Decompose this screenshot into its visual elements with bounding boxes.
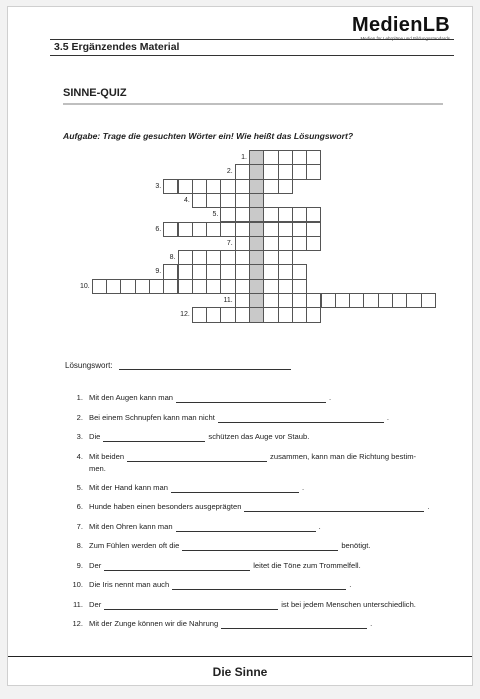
question-text-before: Die [89, 432, 101, 441]
crossword-cell[interactable] [135, 279, 150, 294]
crossword-row-number: 1. [241, 154, 247, 161]
crossword-cell[interactable] [163, 222, 178, 237]
crossword-cell[interactable] [263, 179, 278, 194]
crossword-cell[interactable] [220, 307, 235, 322]
question-item [63, 432, 309, 442]
crossword-cell[interactable] [263, 207, 278, 222]
crossword-cell[interactable] [163, 179, 178, 194]
crossword-cell[interactable] [192, 279, 207, 294]
question-text-before: Mit den Ohren kann man [89, 521, 173, 531]
question-text-after: . [318, 521, 321, 531]
question-text-before: Mit den Augen kann man [89, 393, 174, 402]
answer-blank[interactable] [127, 452, 267, 462]
question-text-before: Zum Fühlen werden oft die [89, 541, 180, 550]
crossword-cell[interactable] [178, 264, 193, 279]
answer-blank[interactable] [176, 393, 326, 403]
question-text-after: . [386, 412, 389, 422]
crossword-cell[interactable] [263, 222, 278, 237]
crossword-solution-cell[interactable] [249, 250, 264, 265]
crossword-solution-cell[interactable] [249, 179, 264, 194]
crossword-cell[interactable] [220, 207, 235, 222]
crossword-cell[interactable] [206, 307, 221, 322]
crossword-cell[interactable] [278, 164, 293, 179]
question-number: 3. [76, 432, 83, 441]
crossword-cell[interactable] [178, 179, 193, 194]
crossword-cell[interactable] [206, 264, 221, 279]
question-text-after: . [349, 580, 352, 589]
crossword-cell[interactable] [235, 207, 250, 222]
crossword-cell[interactable] [306, 222, 321, 237]
crossword-cell[interactable] [321, 293, 336, 308]
crossword-cell[interactable] [278, 179, 293, 194]
question-text-before: Hunde haben einen besonders ausgeprägten [89, 502, 242, 511]
answer-blank[interactable] [218, 413, 384, 423]
crossword-solution-cell[interactable] [249, 293, 264, 308]
crossword-cell[interactable] [192, 307, 207, 322]
crossword-solution-cell[interactable] [249, 193, 264, 208]
crossword-cell[interactable] [235, 293, 250, 308]
question-number: 11. [73, 599, 83, 609]
question-text-before: Mit beiden [89, 451, 125, 461]
solution-label: Lösungswort: [65, 361, 113, 370]
question-text-before: Die Iris nennt man auch [89, 580, 170, 589]
crossword-cell[interactable] [192, 222, 207, 237]
crossword-cell[interactable] [235, 164, 250, 179]
crossword-row-number: 6. [155, 225, 162, 233]
question-number: 4. [76, 451, 83, 461]
crossword-cell[interactable] [263, 293, 278, 308]
question-item [63, 452, 416, 462]
crossword-cell[interactable] [292, 222, 307, 237]
crossword-cell[interactable] [92, 279, 107, 294]
crossword-cell[interactable] [206, 222, 221, 237]
question-text-after: . [329, 393, 332, 402]
question-number: 9. [76, 560, 83, 570]
question-text-after: zusammen, kann man die Richtung bestim- [270, 451, 417, 461]
crossword-solution-cell[interactable] [249, 150, 264, 165]
crossword-cell[interactable] [206, 193, 221, 208]
question-number: 1. [76, 393, 83, 402]
crossword-cell[interactable] [421, 293, 436, 308]
crossword-cell[interactable] [206, 250, 221, 265]
crossword-cell[interactable] [163, 264, 178, 279]
crossword-row-number: 12. [180, 311, 190, 319]
answer-blank[interactable] [104, 600, 278, 610]
crossword-cell[interactable] [263, 150, 278, 165]
question-number: 7. [76, 521, 83, 531]
crossword-solution-cell[interactable] [249, 264, 264, 279]
answer-blank[interactable] [172, 580, 346, 590]
crossword-cell[interactable] [306, 207, 321, 222]
answer-blank[interactable] [244, 502, 424, 512]
question-item [63, 502, 430, 512]
crossword-cell[interactable] [292, 236, 307, 251]
brand-logo [352, 15, 450, 42]
crossword-cell[interactable] [292, 307, 307, 322]
worksheet-page [7, 6, 473, 686]
crossword-cell[interactable] [120, 279, 135, 294]
crossword-cell[interactable] [335, 293, 350, 308]
crossword-cell[interactable] [263, 164, 278, 179]
crossword-cell[interactable] [235, 264, 250, 279]
crossword-cell[interactable] [278, 250, 293, 265]
question-text-before: Mit der Zunge können wir die Nahrung [89, 619, 219, 628]
crossword-row-number: 9. [155, 268, 162, 276]
crossword-cell[interactable] [192, 250, 207, 265]
page-footer: Die Sinne [8, 656, 472, 685]
crossword-cell[interactable] [220, 222, 235, 237]
crossword-cell[interactable] [406, 293, 421, 308]
crossword-solution-cell[interactable] [249, 307, 264, 322]
question-item [63, 600, 416, 610]
crossword-cell[interactable] [278, 307, 293, 322]
crossword-cell[interactable] [306, 293, 321, 308]
question-text-before: Der [89, 599, 102, 609]
crossword-cell[interactable] [178, 250, 193, 265]
section-heading: 3.5 Ergänzendes Material [50, 39, 454, 56]
crossword-row-number: 3. [155, 182, 162, 190]
question-item [63, 413, 389, 423]
crossword-solution-cell[interactable] [249, 222, 264, 237]
crossword-cell[interactable] [220, 264, 235, 279]
crossword-cell[interactable] [278, 222, 293, 237]
question-number: 2. [76, 412, 83, 422]
crossword-cell[interactable] [235, 250, 250, 265]
crossword-cell[interactable] [292, 264, 307, 279]
title-divider [63, 103, 443, 105]
question-number: 12. [72, 619, 83, 628]
question-number: 8. [76, 541, 83, 550]
question-continuation: men. [89, 463, 106, 473]
question-number: 6. [76, 502, 83, 511]
question-text-after: schützen das Auge vor Staub. [208, 432, 310, 441]
crossword-row-number: 2. [226, 168, 233, 176]
solution-line [65, 360, 291, 370]
crossword-cell[interactable] [178, 222, 193, 237]
crossword-row-number: 11. [223, 297, 233, 304]
crossword-row-number: 4. [183, 196, 190, 204]
question-item [63, 619, 372, 629]
crossword-cell[interactable] [220, 179, 235, 194]
question-item [63, 561, 361, 571]
crossword-cell[interactable] [306, 236, 321, 251]
brand-name: MedienLB [352, 14, 450, 36]
crossword-solution-cell[interactable] [249, 207, 264, 222]
crossword-cell[interactable] [278, 207, 293, 222]
crossword-cell[interactable] [263, 250, 278, 265]
crossword-cell[interactable] [263, 236, 278, 251]
crossword-cell[interactable] [235, 179, 250, 194]
crossword-cell[interactable] [263, 279, 278, 294]
crossword-row-number: 8. [169, 254, 176, 262]
task-instruction: Aufgabe: Trage die gesuchten Wörter ein! Wie heißt das Lösungswort? [63, 131, 354, 141]
question-text-after: benötigt. [341, 541, 371, 550]
answer-blank[interactable] [182, 541, 338, 551]
crossword-cell[interactable] [235, 279, 250, 294]
answer-blank[interactable] [103, 432, 205, 442]
crossword-cell[interactable] [292, 293, 307, 308]
crossword-cell[interactable] [220, 279, 235, 294]
crossword-cell[interactable] [278, 150, 293, 165]
crossword-cell[interactable] [378, 293, 393, 308]
question-text-before: Bei einem Schnupfen kann man nicht [89, 412, 215, 422]
crossword-cell[interactable] [220, 193, 235, 208]
crossword-cell[interactable] [292, 279, 307, 294]
crossword-cell[interactable] [163, 279, 178, 294]
quiz-title: SINNE-QUIZ [63, 87, 127, 99]
question-item [63, 522, 321, 532]
crossword-cell[interactable] [206, 179, 221, 194]
question-text-after: leitet die Töne zum Trommelfell. [253, 560, 361, 570]
crossword-cell[interactable] [292, 164, 307, 179]
crossword-cell[interactable] [306, 307, 321, 322]
question-text-after: . [427, 502, 430, 511]
question-text-after: ist bei jedem Menschen unterschiedlich. [281, 599, 416, 609]
question-item [63, 580, 351, 590]
brand-tagline: Medien für Lehrpläne und Bildungsstandards [360, 36, 450, 41]
question-text-before: Der [89, 560, 102, 570]
crossword-cell[interactable] [363, 293, 378, 308]
question-number: 10. [72, 580, 83, 589]
answer-blank[interactable] [221, 619, 367, 629]
crossword-cell[interactable] [192, 264, 207, 279]
question-item [63, 541, 370, 551]
crossword-cell[interactable] [278, 264, 293, 279]
crossword-cell[interactable] [192, 193, 207, 208]
crossword-cell[interactable] [292, 150, 307, 165]
crossword-cell[interactable] [220, 250, 235, 265]
crossword-row-number: 10. [79, 282, 90, 290]
crossword-cell[interactable] [292, 207, 307, 222]
crossword-cell[interactable] [106, 279, 121, 294]
crossword-row-number: 7. [226, 239, 233, 247]
question-text-after: . [301, 482, 305, 492]
crossword-cell[interactable] [392, 293, 407, 308]
crossword-cell[interactable] [306, 150, 321, 165]
answer-blank[interactable] [176, 522, 316, 532]
answer-blank[interactable] [171, 483, 299, 493]
crossword-cell[interactable] [149, 279, 164, 294]
solution-blank[interactable] [119, 360, 291, 370]
question-item [63, 483, 304, 493]
crossword-cell[interactable] [192, 179, 207, 194]
crossword-cell[interactable] [278, 279, 293, 294]
crossword-cell[interactable] [306, 164, 321, 179]
crossword-cell[interactable] [235, 193, 250, 208]
crossword-solution-cell[interactable] [249, 164, 264, 179]
crossword-cell[interactable] [278, 293, 293, 308]
crossword-cell[interactable] [263, 264, 278, 279]
crossword-cell[interactable] [235, 307, 250, 322]
crossword-cell[interactable] [278, 236, 293, 251]
question-item [63, 393, 331, 403]
crossword-row-number: 5. [212, 211, 219, 219]
crossword-solution-cell[interactable] [249, 279, 264, 294]
question-number: 5. [76, 482, 83, 492]
crossword-solution-cell[interactable] [249, 236, 264, 251]
crossword-cell[interactable] [235, 236, 250, 251]
crossword-cell[interactable] [263, 307, 278, 322]
question-text-before: Mit der Hand kann man [89, 482, 168, 492]
crossword-cell[interactable] [178, 279, 193, 294]
answer-blank[interactable] [104, 561, 250, 571]
question-text-after: . [370, 619, 373, 628]
crossword-cell[interactable] [206, 279, 221, 294]
crossword-cell[interactable] [235, 222, 250, 237]
crossword-cell[interactable] [349, 293, 364, 308]
